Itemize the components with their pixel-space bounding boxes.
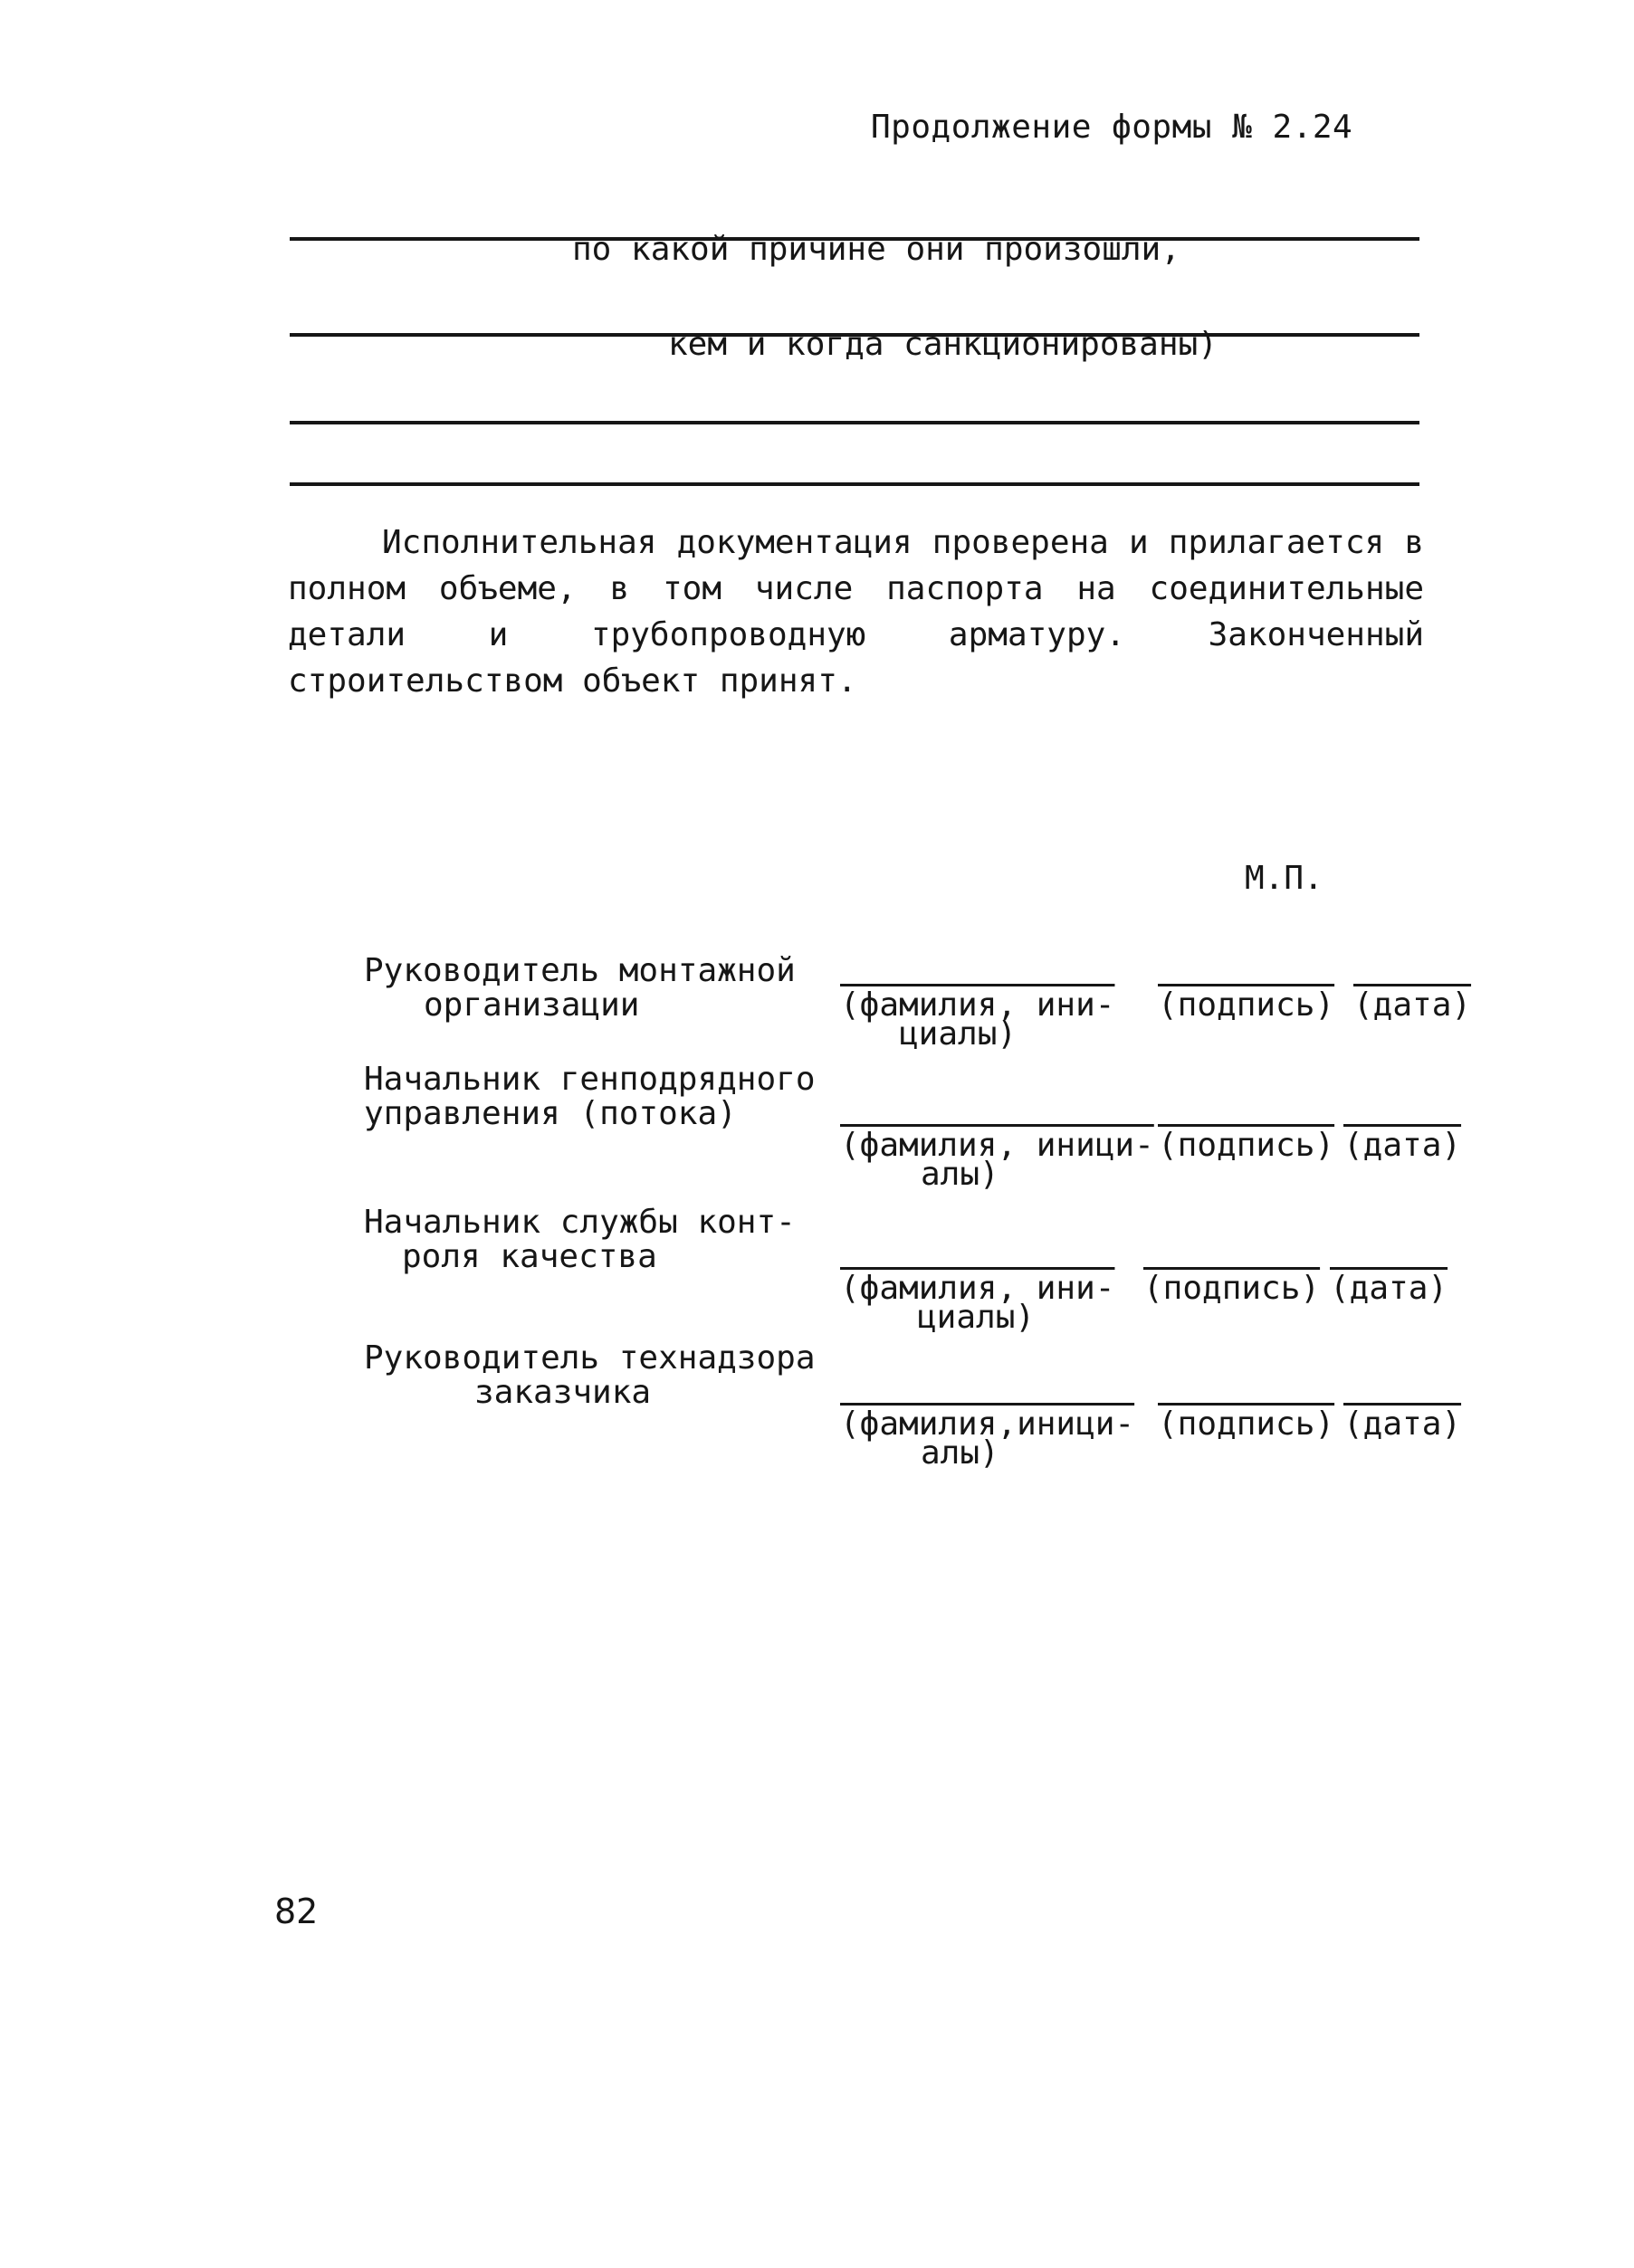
acceptance-paragraph: [288, 519, 1424, 704]
signature-4-name-caption-cont: алы): [921, 1434, 999, 1472]
signature-1-sign-caption: (подпись): [1158, 986, 1335, 1024]
signature-2-name-caption-cont: алы): [921, 1156, 999, 1193]
signature-2-date-caption: (дата): [1343, 1127, 1462, 1164]
signature-3-date-caption: (дата): [1330, 1270, 1448, 1307]
signature-3-name-caption-cont: циалы): [917, 1299, 1036, 1336]
page-number: 82: [274, 1892, 319, 1931]
signature-role-3-line2: роля качества: [402, 1238, 657, 1275]
blank-line-3: [290, 421, 1419, 424]
signature-1-name-caption: (фамилия, ини-: [840, 986, 1115, 1024]
acceptance-paragraph-text: Исполнительная документация проверена и прилагается в полном объеме, в том числе паспорта на соединительные детали и трубопроводную арматуру. Законченный строительством объект принят.: [288, 524, 1424, 700]
signature-role-1-line1: Руководитель монтажной: [364, 952, 796, 989]
signature-1-name-caption-cont: циалы): [899, 1015, 1018, 1053]
blank-line-2-hint: кем и когда санкционированы): [668, 326, 1218, 363]
signature-role-3-line1: Начальник службы конт-: [364, 1204, 796, 1241]
signature-role-4-line2: заказчика: [474, 1374, 652, 1411]
signature-2-name-caption: (фамилия, иници-: [840, 1127, 1154, 1164]
signature-4-date-caption: (дата): [1343, 1406, 1462, 1443]
signature-3-name-caption: (фамилия, ини-: [840, 1270, 1115, 1307]
signature-role-4-line1: Руководитель технадзора: [364, 1339, 816, 1377]
form-continuation-header: Продолжение формы № 2.24: [871, 109, 1353, 146]
signature-1-date-caption: (дата): [1353, 986, 1472, 1024]
signature-role-2-line2: управления (потока): [364, 1095, 737, 1132]
signature-4-sign-caption: (подпись): [1158, 1406, 1335, 1443]
signature-role-2-line1: Начальник генподрядного: [364, 1061, 816, 1098]
signature-role-1-line2: организации: [424, 986, 640, 1024]
blank-line-4: [290, 482, 1419, 486]
signature-4-name-caption: (фамилия,иници-: [840, 1406, 1135, 1443]
stamp-place-label: М.П.: [1245, 860, 1323, 897]
signature-3-sign-caption: (подпись): [1143, 1270, 1321, 1307]
blank-line-1-hint: по какой причине они произошли,: [572, 231, 1180, 268]
signature-2-sign-caption: (подпись): [1158, 1127, 1335, 1164]
